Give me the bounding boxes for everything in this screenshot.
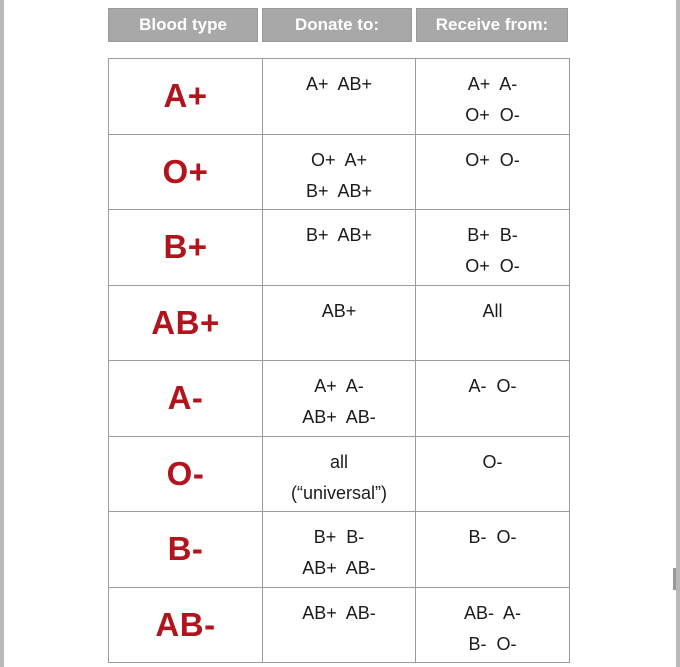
donate-to-line: (“universal”): [290, 482, 387, 503]
table-row: [109, 285, 570, 361]
donate-to-cell: [263, 587, 416, 663]
receive-from-line: O-: [482, 451, 503, 472]
window-left-border: [0, 0, 4, 667]
donate-to-cell: [263, 285, 416, 361]
blood-type-cell: A-: [109, 361, 263, 437]
blood-type-cell: B-: [109, 512, 263, 588]
donate-to-line: AB+ AB-: [302, 407, 376, 427]
donate-to-line: AB+ AB-: [302, 602, 376, 623]
blood-type-cell: O-: [109, 436, 263, 512]
donate-to-line: B+ B-: [313, 527, 365, 547]
receive-from-line: AB- A-: [463, 602, 521, 623]
donate-to-line: all: [329, 451, 348, 472]
receive-from-cell: [416, 134, 570, 210]
receive-from-line: O+ O-: [465, 105, 520, 125]
donate-to-line: B+ AB+: [305, 225, 373, 245]
table-row: [109, 210, 570, 286]
receive-from-cell: [416, 59, 570, 135]
receive-from-cell: [416, 436, 570, 512]
receive-from-line: O+ O-: [465, 149, 520, 170]
scrollbar-marker[interactable]: [673, 568, 676, 590]
table-row: [109, 587, 570, 663]
receive-from-cell: [416, 587, 570, 663]
receive-from-line: B- O-: [468, 633, 517, 654]
donate-to-cell: [263, 512, 416, 588]
blood-type-cell: A+: [109, 59, 263, 135]
receive-from-line: A- O-: [468, 376, 517, 396]
receive-from-line: A+ A-: [467, 74, 518, 94]
blood-type-cell: AB+: [109, 285, 263, 361]
donate-to-line: AB+: [321, 300, 357, 321]
window-right-border: [676, 0, 680, 667]
donate-to-line: AB+ AB-: [302, 558, 376, 578]
blood-type-cell: O+: [109, 134, 263, 210]
table-row: [109, 59, 570, 135]
donate-to-cell: [263, 59, 416, 135]
blood-type-cell: AB-: [109, 587, 263, 663]
table-row: [109, 361, 570, 437]
donate-to-cell: [263, 210, 416, 286]
receive-from-line: B- O-: [468, 527, 517, 547]
table-row: [109, 134, 570, 210]
receive-from-cell: [416, 512, 570, 588]
receive-from-cell: [416, 210, 570, 286]
donate-to-cell: [263, 134, 416, 210]
blood-compatibility-table: [108, 58, 570, 663]
header-receive-from: Receive from:: [416, 8, 568, 42]
donate-to-line: O+ A+: [310, 149, 368, 170]
receive-from-line: All: [482, 300, 503, 321]
donate-to-line: B+ AB+: [305, 180, 373, 201]
receive-from-cell: [416, 285, 570, 361]
header-blood-type: Blood type: [108, 8, 258, 42]
donate-to-line: A+ AB+: [305, 74, 373, 94]
receive-from-cell: [416, 361, 570, 437]
receive-from-line: O+ O-: [465, 256, 520, 276]
blood-type-cell: B+: [109, 210, 263, 286]
donate-to-cell: [263, 361, 416, 437]
table-row: [109, 512, 570, 588]
table-header: [108, 8, 568, 42]
donate-to-line: A+ A-: [314, 376, 364, 396]
table-row: [109, 436, 570, 512]
receive-from-line: B+ B-: [467, 225, 518, 245]
donate-to-cell: [263, 436, 416, 512]
header-donate-to: Donate to:: [262, 8, 412, 42]
